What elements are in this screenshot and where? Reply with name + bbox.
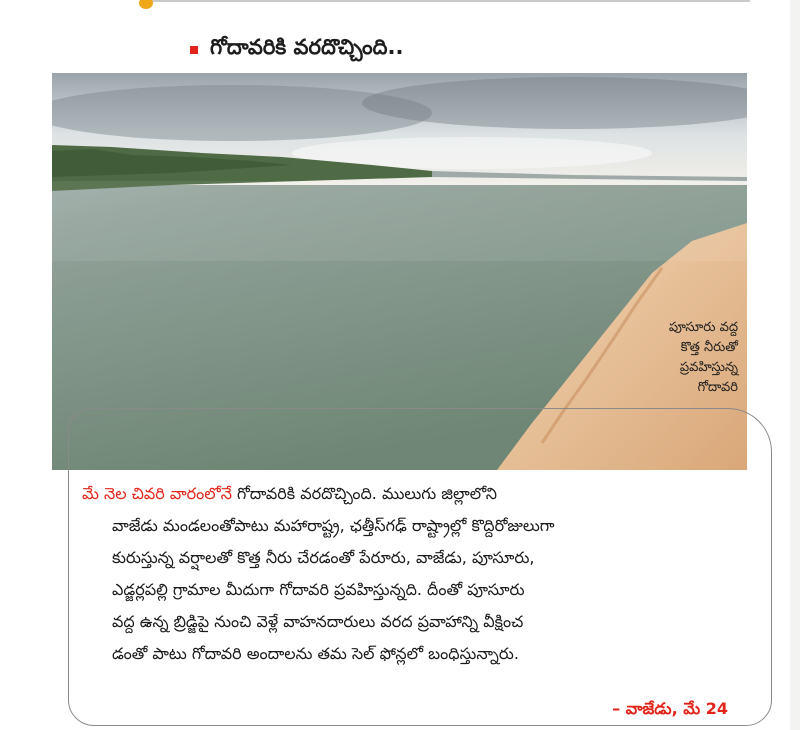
- article-line: ఎడ్జర్లపల్లి గ్రామాల మీదుగా గోదావరి ప్రవహిస్తున్నది. దీంతో పూసూరు: [112, 580, 525, 599]
- dateline: – వాజేడు, మే 24: [612, 699, 728, 718]
- header-dot-icon: [139, 0, 153, 9]
- top-rule: [150, 0, 750, 2]
- page-edge: [790, 0, 800, 730]
- headline-bullet-icon: [190, 46, 198, 54]
- article-line-1-rest: గోదావరికి వరదొచ్చింది. ములుగు జిల్లాలోని: [231, 484, 497, 503]
- article-lead: మే నెల చివరి వారంలోనే: [82, 484, 232, 503]
- headline-text: గోదావరికి వరదొచ్చింది..: [210, 35, 404, 59]
- caption-line: పూసూరు వద్ద: [668, 320, 738, 335]
- caption-line: గోదావరి: [697, 380, 738, 395]
- headline: [190, 30, 403, 70]
- article-line: డంతో పాటు గోదావరి అందాలను తమ సెల్ ఫోన్లలో బంధిస్తున్నారు.: [112, 644, 519, 663]
- article-line: వద్ద ఉన్న బ్రిడ్జిపై నుంచి వెళ్లే వాహనదారులు వరద ప్రవాహాన్ని వీక్షించ: [112, 612, 524, 631]
- article-body: [82, 478, 742, 670]
- photo-caption: [608, 318, 738, 398]
- article-line: కురుస్తున్న వర్షాలతో కొత్త నీరు చేరడంతో పేరూరు, వాజేడు, పూసూరు,: [112, 548, 535, 567]
- article-line: వాజేడు మండలంతోపాటు మహారాష్ట్ర, ఛత్తీస్‌గఢ్ రాష్ట్రాల్లో కొద్దిరోజులుగా: [112, 516, 555, 535]
- article-line-1: [82, 478, 742, 510]
- caption-line: కొత్త నీరుతో: [680, 340, 738, 355]
- caption-line: ప్రవహిస్తున్న: [679, 360, 738, 375]
